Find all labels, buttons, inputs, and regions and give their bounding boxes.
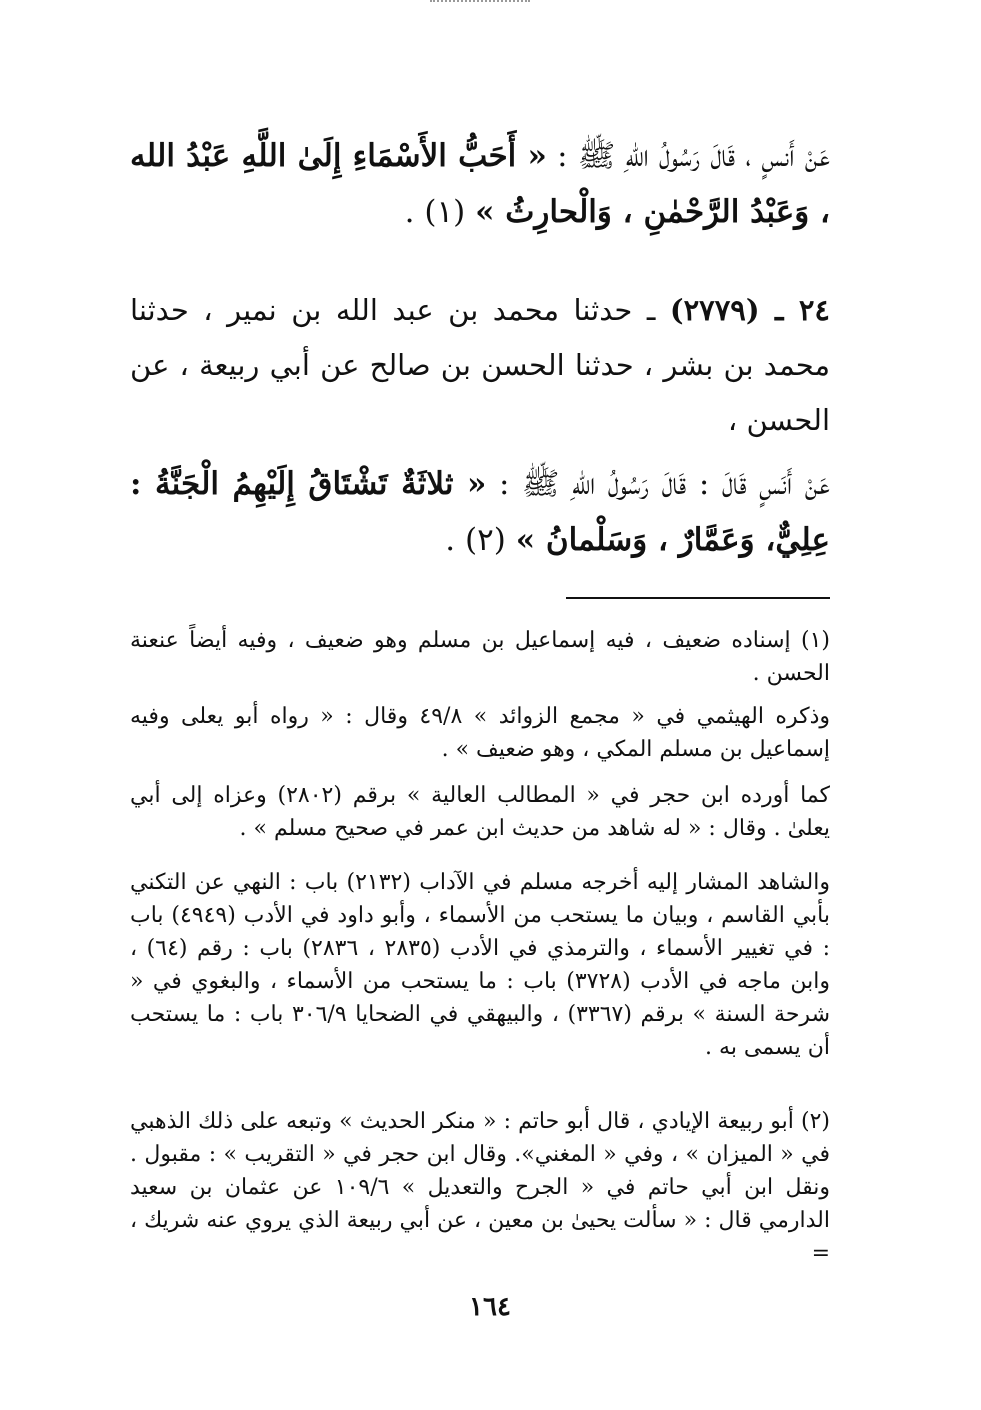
hadith-number: ٢٤ ـ (٢٧٧٩): [669, 293, 830, 327]
hadith-2778-footnote-ref: (١) .: [404, 194, 466, 230]
hadith-2779-narrator: عَنْ أَنَسٍ قَالَ : قَالَ رَسُولُ اللهِ ﷺ :: [498, 466, 830, 502]
top-edge-mark: [430, 0, 530, 6]
isnad-2779-text: ـ حدثنا محمد بن عبد الله بن نمير ، حدثنا محمد بن بشر ، حدثنا الحسن بن صالح عن أبي ربيعة ، عن الحسن ،: [130, 293, 830, 437]
hadith-2779: [130, 456, 830, 568]
hadith-2778: [130, 128, 830, 240]
hadith-2778-text: « أَحَبُّ الأَسْمَاءِ إِلَىٰ اللَّهِ عَبْدُ الله ، وَعَبْدُ الرَّحْمٰنِ ، وَالْحارِثُ »: [130, 138, 830, 230]
hadith-2779-text: « ثلاثَةٌ تَشْتَاقُ إِلَيْهِمُ الْجَنَّةُ : عِلِيٌّ، وَعَمَّارٌ ، وَسَلْمانُ »: [130, 466, 830, 558]
footnote-1: (١) إسناده ضعيف ، فيه إسماعيل بن مسلم وهو ضعيف ، وفيه أيضاً عنعنة الحسن .: [130, 628, 830, 686]
isnad-2779: [130, 283, 830, 448]
hadith-2779-footnote-ref: (٢) .: [445, 522, 506, 558]
footnote-1-haythami: وذكره الهيثمي في « مجمع الزوائد » ٤٩/٨ وقال : « رواه أبو يعلى وفيه إسماعيل بن مسلم المكي ، وهو ضعيف » .: [130, 704, 830, 762]
footnote-1-ibn-hajar: كما أورده ابن حجر في « المطالب العالية » برقم (٢٨٠٢) وعزاه إلى أبي يعلىٰ . وقال : « له شاهد من حديث ابن عمر في صحيح مسلم » .: [130, 783, 830, 841]
footnote-divider: [566, 597, 830, 599]
hadith-2778-narrator: عَنْ أَنسٍ ، قَالَ رَسُولُ اللهِ ﷺ :: [557, 138, 830, 174]
page-number: ١٦٤: [469, 1292, 511, 1322]
footnote-2: (٢) أبو ربيعة الإيادي ، قال أبو حاتم : « منكر الحديث » وتبعه على ذلك الذهبي في « الميزان » ، وفي « المغني». وقال ابن حجر في « التقريب » : مقبول . ونقل ابن أبي حاتم في « الجرح والتعديل » ١٠٩/٦ عن عثمان بن سعيد الدارمي قال : « سألت يحيىٰ بن معين ، عن أبي ربيعة الذي يروي عنه شريك ، =: [130, 1109, 830, 1266]
footnote-1-shahid: والشاهد المشار إليه أخرجه مسلم في الآداب (٢١٣٢) باب : النهي عن التكني بأبي القاسم ، وبيان ما يستحب من الأسماء ، وأبو داود في الأدب (٤٩٤٩) باب : في تغيير الأسماء ، والترمذي في الأدب (٢٨٣٥ ، ٢٨٣٦) باب : رقم (٦٤) ، وابن ماجه في الأدب (٣٧٢٨) باب : ما يستحب من الأسماء ، والبغوي في « شرحة السنة » برقم (٣٣٦٧) ، والبيهقي في الضحايا ٣٠٦/٩ باب : ما يستحب أن يسمى به .: [130, 870, 831, 1060]
